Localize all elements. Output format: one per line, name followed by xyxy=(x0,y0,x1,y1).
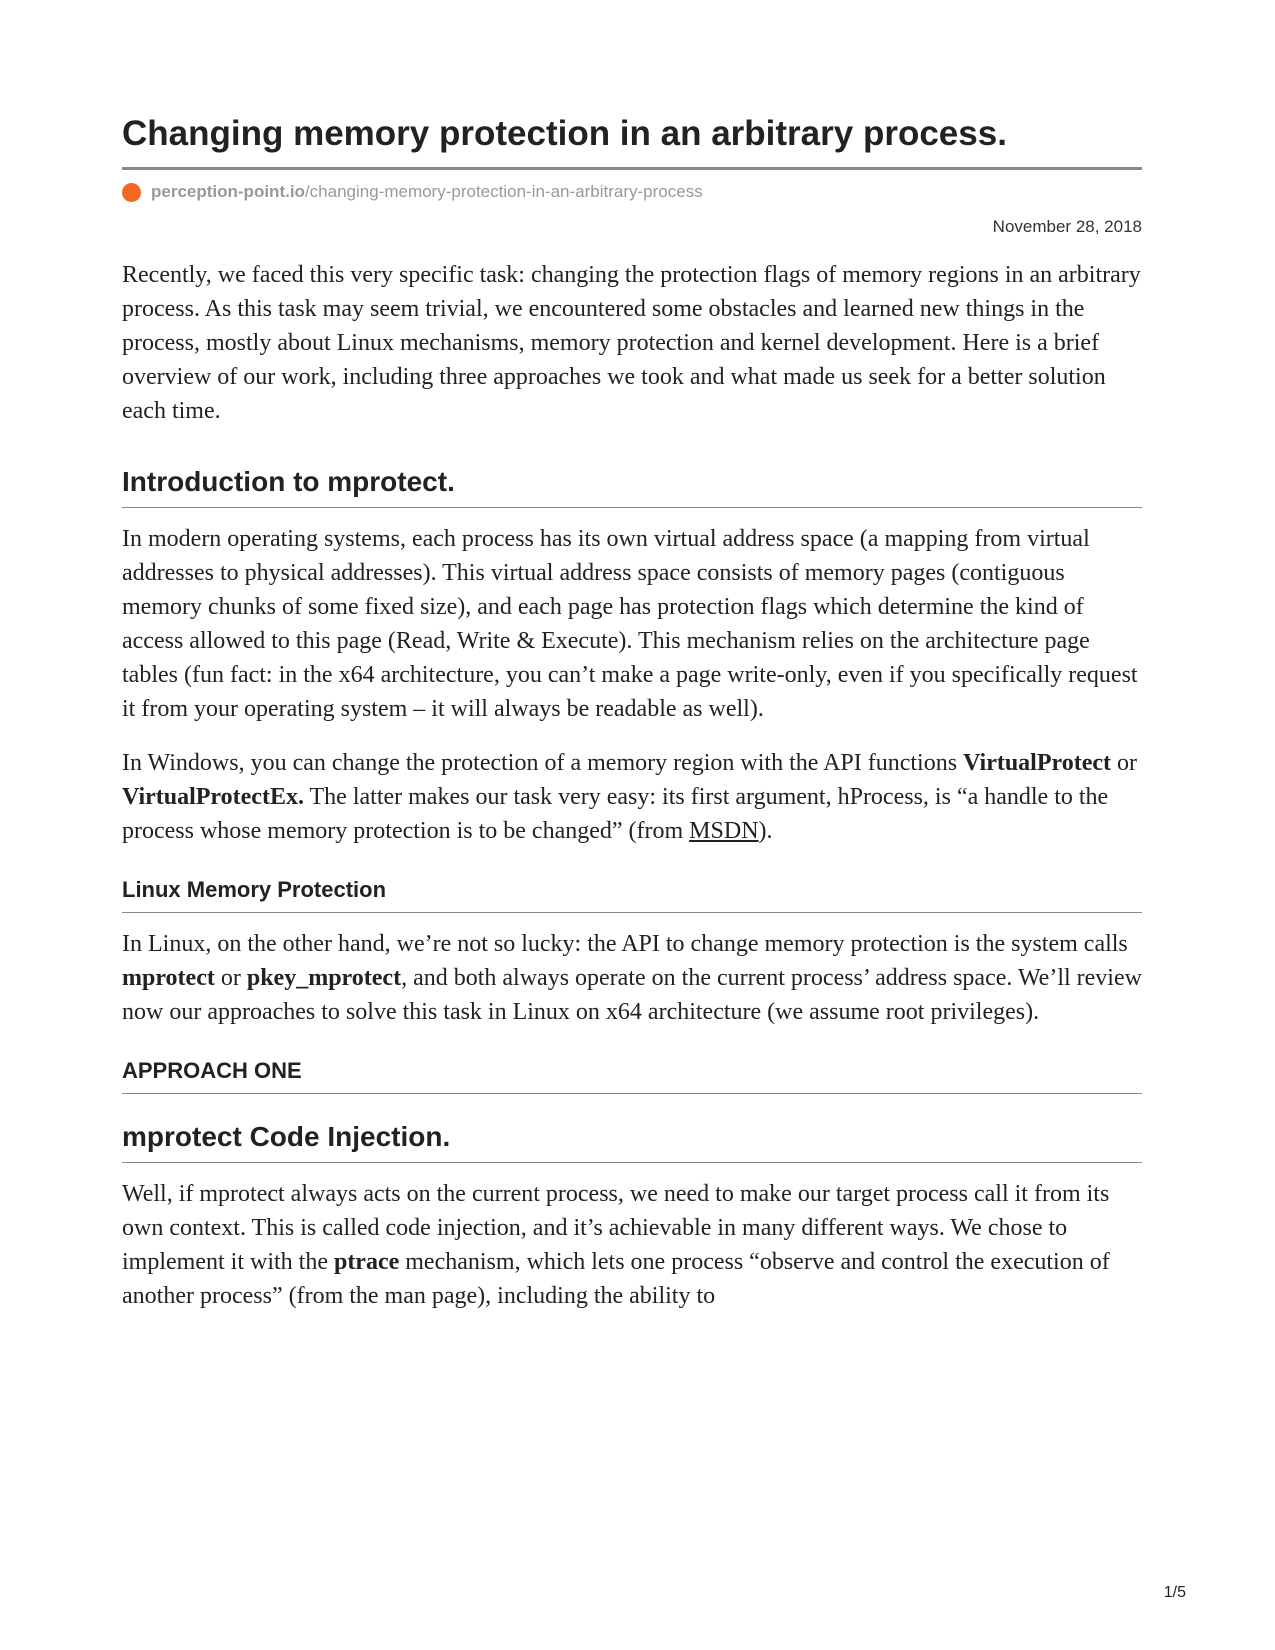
text-run: Well, if mprotect always acts on the current process, we need to make our target process call it from its own context. This is called code injection, and it’s achievable in many different ways. We chose to implement it with the xyxy=(122,1181,1110,1275)
page-number: 1/5 xyxy=(1163,1584,1186,1601)
text-run: In Linux, on the other hand, we’re not so lucky: the API to change memory protection is the system calls xyxy=(122,931,1128,957)
paragraph-virtual-memory: In modern operating systems, each process has its own virtual address space (a mapping from virtual addresses to physical addresses). This virtual address space consists of memory pages (contiguous memory chunks of some fixed size), and each page has protection flags which determine the kind of access allowed to this page (Read, Write & Execute). This mechanism relies on the architecture page tables (fun fact: in the x64 architecture, you can’t make a page write-only, even if you specifically request it from your operating system – it will always be readable as well). xyxy=(122,526,1138,722)
source-line xyxy=(122,181,1142,203)
source-domain: perception-point.io xyxy=(151,182,305,201)
paragraph-windows xyxy=(122,746,1142,848)
code-term-virtualprotect: VirtualProtect xyxy=(963,750,1112,776)
intro-paragraph: Recently, we faced this very specific task: changing the protection flags of memory regions in an arbitrary process. As this task may seem trivial, we encountered some obstacles and learned new things in the process, mostly about Linux mechanisms, memory protection and kernel development. Here is a brief overview of our work, including three approaches we took and what made us seek for a better solution each time. xyxy=(122,262,1141,424)
code-term-mprotect: mprotect xyxy=(122,965,215,991)
site-favicon-icon xyxy=(122,183,141,202)
section-heading-mprotect-intro: Introduction to mprotect. xyxy=(122,465,1142,508)
text-run: In Windows, you can change the protection of a memory region with the API functions xyxy=(122,750,964,776)
text-run: ). xyxy=(758,818,773,844)
section-heading-linux-memory-protection: Linux Memory Protection xyxy=(122,876,1142,913)
text-run: or xyxy=(214,965,247,991)
code-term-virtualprotectex: VirtualProtectEx. xyxy=(122,784,304,810)
text-run: , and both always operate on the current process’ address space. We’ll review now our approaches to solve this task in Linux on x64 architecture (we assume root privileges). xyxy=(122,965,1142,1025)
article-title: Changing memory protection in an arbitrary process. xyxy=(122,112,1142,170)
publish-date: November 28, 2018 xyxy=(992,217,1142,236)
text-run: or xyxy=(1111,750,1138,776)
text-run: The latter makes our task very easy: its first argument, hProcess, is “a handle to the process whose memory protection is to be changed” (from xyxy=(122,784,1109,844)
source-path: /changing-memory-protection-in-an-arbitrary-process xyxy=(304,182,703,201)
paragraph-code-injection xyxy=(122,1177,1142,1313)
code-term-ptrace: ptrace xyxy=(333,1249,400,1275)
source-link[interactable] xyxy=(151,182,703,202)
text-run: mechanism, which lets one process “observe and control the execution of another process” (from the man page), including the ability to xyxy=(122,1249,1110,1309)
code-term-pkey-mprotect: pkey_mprotect xyxy=(246,965,402,991)
section-heading-code-injection: mprotect Code Injection. xyxy=(122,1120,1142,1163)
paragraph-linux xyxy=(122,927,1142,1029)
msdn-link[interactable]: MSDN xyxy=(689,818,759,844)
approach-label: APPROACH ONE xyxy=(122,1057,1142,1094)
article xyxy=(122,112,1142,1313)
